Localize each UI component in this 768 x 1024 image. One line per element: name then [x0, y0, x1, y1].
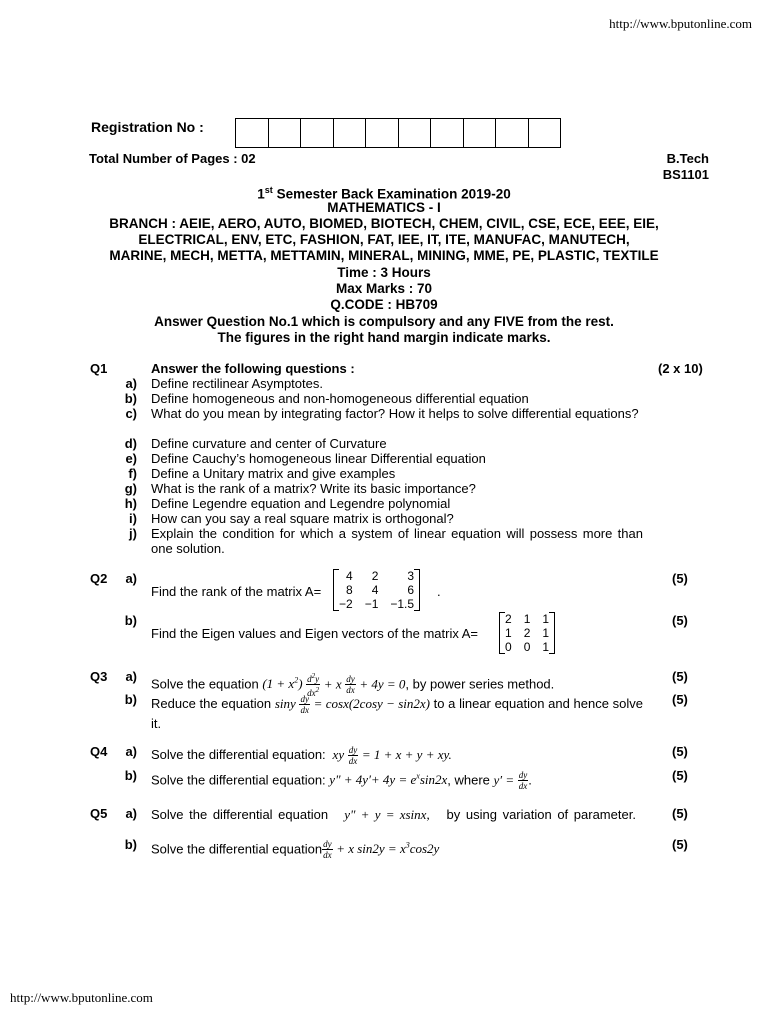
- matrix-cell: 1: [542, 640, 550, 654]
- q1-title: Answer the following questions :: [151, 361, 355, 376]
- q2b-marks: (5): [672, 613, 688, 628]
- registration-row: [91, 118, 561, 148]
- branch-line-1: BRANCH : AEIE, AERO, AUTO, BIOMED, BIOTECH, CHEM, CIVIL, CSE, ECE, EEE, EIE,: [109, 216, 659, 231]
- matrix-cell: 6: [407, 583, 415, 597]
- q2a-matrix: [333, 569, 420, 611]
- q3a-text: Solve the equation $(1 + x^2)$ $\frac{d^2y}{dx^2}$ + x $\frac{dy}{dx}$ + 4y = 0, by power series method.: [151, 672, 555, 699]
- matrix-bracket-left: [499, 612, 505, 654]
- q4a-marks: (5): [672, 744, 688, 759]
- q1-item-label: j): [129, 526, 137, 541]
- q5b-text: Solve the differential equation $\frac{dy}{dx}$ + x $\sin 2y = x^3\cos 2y$: [151, 839, 440, 861]
- q4b-equation: y" + $4y'+ 4y = e^x\sin 2x$: [329, 772, 448, 788]
- matrix-cell: 0: [505, 640, 512, 654]
- branch-line-3: MARINE, MECH, METTA, METTAMIN, MINERAL, MINING, MME, PE, PLASTIC, TEXTILE: [109, 248, 659, 263]
- q5a-label: a): [125, 806, 137, 821]
- matrix-cell: 2: [523, 626, 531, 640]
- header-url: http://www.bputonline.com: [609, 16, 752, 31]
- q3b-marks: (5): [672, 692, 688, 707]
- q1-item-text: How can you say a real square matrix is orthogonal?: [151, 511, 454, 526]
- matrix-cell: 1: [523, 612, 531, 626]
- time: Time : 3 Hours: [337, 265, 431, 280]
- q2b-text: Find the Eigen values and Eigen vectors of the matrix A=: [151, 626, 478, 641]
- reg-box: [529, 119, 562, 148]
- reg-box: [431, 119, 464, 148]
- q5b-equation: + x $\sin 2y = x^3\cos 2y$: [336, 841, 440, 857]
- matrix-bracket-right: [414, 569, 420, 611]
- reg-box: [399, 119, 432, 148]
- reg-box: [269, 119, 302, 148]
- matrix-cell: 1: [542, 612, 550, 626]
- exam-text: Semester Back Examination 2019-20: [276, 186, 511, 202]
- q1-item-text: Define Cauchy’s homogeneous linear Differential equation: [151, 451, 486, 466]
- matrix-bracket-right: [549, 612, 555, 654]
- q5a-equation: y" + y = xsinx,: [333, 807, 430, 822]
- exam-sup: st: [264, 185, 273, 195]
- footer-url: http://www.bputonline.com: [10, 990, 153, 1005]
- q3a-equation: $(1 + x^2)$: [262, 676, 303, 692]
- q2a-marks: (5): [672, 571, 688, 586]
- q4a-label: a): [125, 744, 137, 759]
- q5b-marks: (5): [672, 837, 688, 852]
- q4a-equation: xy: [329, 746, 345, 762]
- total-pages: Total Number of Pages : 02: [89, 151, 256, 166]
- q2-number: Q2: [90, 571, 108, 586]
- matrix-cell: −1: [364, 597, 379, 611]
- q1-item-text: Define rectilinear Asymptotes.: [151, 376, 323, 391]
- reg-box: [301, 119, 334, 148]
- matrix-cell: 4: [371, 583, 379, 597]
- q1-item-text: What is the rank of a matrix? Write its basic importance?: [151, 481, 476, 496]
- q4a-text: Solve the differential equation: xy $\frac{dy}{dx}$ = 1 + x + y + xy.: [151, 745, 452, 766]
- reg-box: [496, 119, 529, 148]
- q1-item-label: e): [125, 451, 137, 466]
- q4-number: Q4: [90, 744, 108, 759]
- matrix-cell: 1: [505, 626, 512, 640]
- q5-number: Q5: [90, 806, 108, 821]
- q1-item-label: f): [128, 466, 137, 481]
- instruction-2: The figures in the right hand margin indicate marks.: [217, 330, 551, 345]
- q1-item-label: b): [124, 391, 137, 406]
- q1-item-label: d): [124, 436, 137, 451]
- q1-item-text: Define curvature and center of Curvature: [151, 436, 387, 451]
- registration-label: Registration No :: [91, 119, 204, 135]
- q3-number: Q3: [90, 669, 108, 684]
- registration-boxes: [235, 118, 561, 148]
- q1-item-text: Explain the condition for which a system of linear equation will possess more than one solution.: [151, 526, 643, 556]
- course-code: BS1101: [662, 167, 709, 182]
- q2a-label: a): [125, 571, 137, 586]
- q4b-label: b): [124, 768, 137, 783]
- matrix-cell: 8: [346, 583, 353, 597]
- matrix-cell: 3: [407, 569, 415, 583]
- q1-item-label: c): [125, 406, 137, 421]
- degree: B.Tech: [666, 151, 709, 166]
- q3a-marks: (5): [672, 669, 688, 684]
- matrix-bracket-left: [333, 569, 339, 611]
- subject: MATHEMATICS - I: [327, 200, 441, 215]
- q1-marks: (2 x 10): [658, 361, 703, 376]
- q3b-equation: siny: [274, 695, 296, 711]
- q3a-label: a): [125, 669, 137, 684]
- q1-number: Q1: [90, 361, 108, 376]
- matrix-cell: 1: [542, 626, 550, 640]
- reg-box: [464, 119, 497, 148]
- q1-item-label: h): [124, 496, 137, 511]
- q1-item-text: What do you mean by integrating factor? How it helps to solve differential equations?: [151, 406, 639, 421]
- reg-box: [366, 119, 399, 148]
- q4b-marks: (5): [672, 768, 688, 783]
- q5a-text: Solve the differential equation y" + y = xsinx, by using variation of parameter.: [151, 807, 636, 822]
- max-marks: Max Marks : 70: [335, 281, 433, 296]
- q5b-label: b): [124, 837, 137, 852]
- branch-line-2: ELECTRICAL, ENV, ETC, FASHION, FAT, IEE, IT, ITE, MANUFAC, MANUTECH,: [138, 232, 630, 247]
- instruction-1: Answer Question No.1 which is compulsory and any FIVE from the rest.: [154, 314, 614, 329]
- q2a-text: Find the rank of the matrix A=: [151, 584, 322, 599]
- matrix-cell: 4: [346, 569, 353, 583]
- q1-item-label: g): [124, 481, 137, 496]
- qcode: Q.CODE : HB709: [330, 297, 438, 312]
- matrix-cell: −1.5: [390, 597, 415, 611]
- q4b-text: Solve the differential equation: y" + $4y'+ 4y = e^x\sin 2x$, where y′ = $\frac{dy}{dx}$ .: [151, 770, 532, 792]
- matrix-cell: −2: [339, 597, 353, 611]
- q3b-label: b): [124, 692, 137, 707]
- q1-item-text: Define Legendre equation and Legendre polynomial: [151, 496, 451, 511]
- matrix-cell: 2: [505, 612, 512, 626]
- q1-item-text: Define homogeneous and non-homogeneous differential equation: [151, 391, 529, 406]
- q1-item-label: i): [129, 511, 137, 526]
- q1-item-label: a): [125, 376, 137, 391]
- q2b-label: b): [124, 613, 137, 628]
- q1-item-text: Define a Unitary matrix and give examples: [151, 466, 396, 481]
- q5a-marks: (5): [672, 806, 688, 821]
- matrix-cell: 2: [371, 569, 379, 583]
- reg-box: [334, 119, 367, 148]
- q3b-text: Reduce the equation siny $\frac{dy}{dx}$ = cosx(2cosy − sin2x) to a linear equation and hence solve it.: [151, 694, 643, 731]
- exam-num: 1: [257, 186, 265, 202]
- q2b-matrix: [499, 612, 555, 654]
- reg-box: [236, 119, 269, 148]
- matrix-cell: 0: [523, 640, 531, 654]
